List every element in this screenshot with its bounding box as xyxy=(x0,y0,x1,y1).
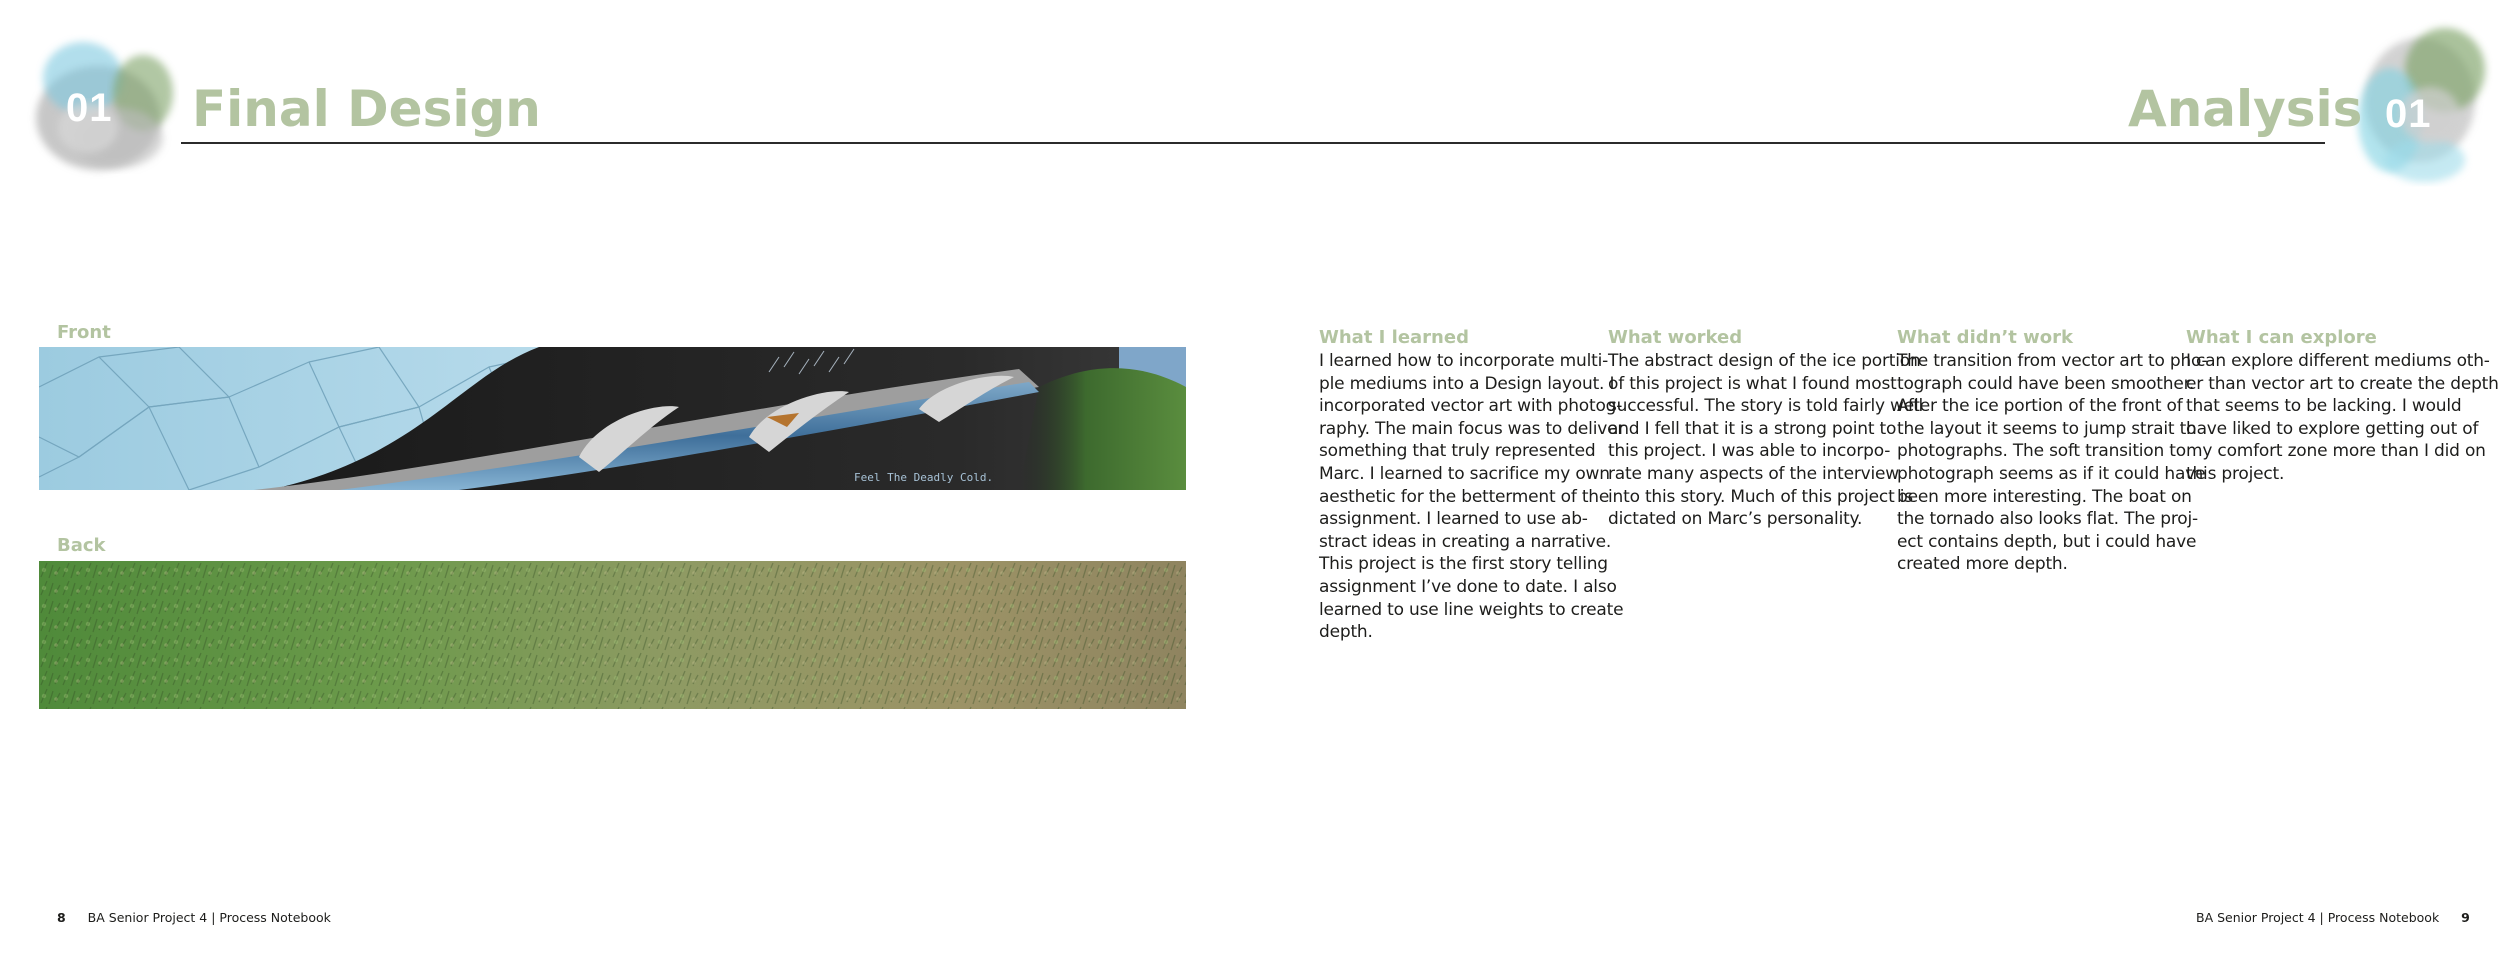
analysis-column-learned xyxy=(1319,327,1625,644)
footer-left xyxy=(57,910,331,925)
analysis-column-explore xyxy=(2186,327,2499,486)
column-body xyxy=(1897,350,2208,576)
column-body xyxy=(2186,350,2499,486)
column-heading: What I can explore xyxy=(2186,327,2377,348)
front-caption: Feel The Deadly Cold. xyxy=(854,471,994,484)
body-line: After the ice portion of the front of xyxy=(1897,396,2183,417)
body-line: ect contains depth, but i could have xyxy=(1897,531,2197,552)
body-line: photograph seems as if it could have xyxy=(1897,463,2206,484)
body-line: rate many aspects of the interview xyxy=(1608,463,1899,484)
column-body xyxy=(1319,350,1625,644)
body-line: I learned how to incorporate multi- xyxy=(1319,351,1609,371)
column-heading: What I learned xyxy=(1319,327,1469,348)
column-body xyxy=(1608,350,1924,531)
footer-text: BA Senior Project 4 | Process Notebook xyxy=(2196,910,2440,925)
body-line: The abstract design of the ice portion xyxy=(1608,351,1921,371)
analysis-column-didnt-work xyxy=(1897,327,2208,576)
body-line: my comfort zone more than I did on xyxy=(2186,441,2486,462)
footer-right xyxy=(2196,910,2470,925)
footer-text: BA Senior Project 4 | Process Notebook xyxy=(87,910,331,925)
body-line: I can explore different mediums oth- xyxy=(2186,351,2490,371)
body-line: into this story. Much of this project is xyxy=(1608,486,1913,507)
page-title-final-design: Final Design xyxy=(192,80,541,138)
badge-number: 01 xyxy=(66,86,113,130)
front-cover-artwork xyxy=(39,347,1186,490)
watercolor-badge-left xyxy=(18,18,188,188)
page-number: 8 xyxy=(57,910,66,925)
body-line: incorporated vector art with photog- xyxy=(1319,396,1623,417)
body-line: this project. xyxy=(2186,463,2285,484)
body-line: ple mediums into a Design layout. I xyxy=(1319,373,1615,394)
body-line: depth. xyxy=(1319,622,1373,643)
body-line: This project is the first story telling xyxy=(1319,554,1608,575)
back-cover-artwork xyxy=(39,561,1186,709)
body-line: assignment I’ve done to date. I also xyxy=(1319,576,1617,597)
body-line: tograph could have been smoother. xyxy=(1897,373,2195,394)
body-line: and I fell that it is a strong point to xyxy=(1608,418,1897,439)
body-line: something that truly represented xyxy=(1319,441,1596,462)
panel-label-front: Front xyxy=(57,322,111,343)
body-line: of this project is what I found most xyxy=(1608,373,1897,394)
body-line: this project. I was able to incorpo- xyxy=(1608,441,1891,462)
body-line: the tornado also looks flat. The proj- xyxy=(1897,509,2198,530)
body-line: stract ideas in creating a narrative. xyxy=(1319,531,1612,552)
body-line: that seems to be lacking. I would xyxy=(2186,396,2462,417)
header-rule xyxy=(181,142,2325,144)
body-line: er than vector art to create the depth xyxy=(2186,373,2499,394)
page-number: 9 xyxy=(2461,910,2470,925)
analysis-column-worked xyxy=(1608,327,1924,531)
body-line: learned to use line weights to create xyxy=(1319,599,1624,620)
body-line: created more depth. xyxy=(1897,554,2068,575)
column-heading: What didn’t work xyxy=(1897,327,2073,348)
body-line: successful. The story is told fairly well xyxy=(1608,396,1924,417)
badge-number: 01 xyxy=(2385,92,2432,136)
column-heading: What worked xyxy=(1608,327,1743,348)
page-title-analysis: Analysis xyxy=(2128,80,2363,138)
body-line: dictated on Marc’s personality. xyxy=(1608,509,1863,530)
body-line: The transition from vector art to pho- xyxy=(1897,351,2208,371)
body-line: photographs. The soft transition to xyxy=(1897,441,2186,462)
body-line: assignment. I learned to use ab- xyxy=(1319,509,1588,530)
body-line: been more interesting. The boat on xyxy=(1897,486,2192,507)
body-line: Marc. I learned to sacrifice my own xyxy=(1319,463,1610,484)
body-line: the layout it seems to jump strait to xyxy=(1897,418,2197,439)
body-line: have liked to explore getting out of xyxy=(2186,418,2479,439)
body-line: aesthetic for the betterment of the xyxy=(1319,486,1610,507)
body-line: raphy. The main focus was to deliver xyxy=(1319,418,1625,439)
panel-label-back: Back xyxy=(57,535,106,556)
